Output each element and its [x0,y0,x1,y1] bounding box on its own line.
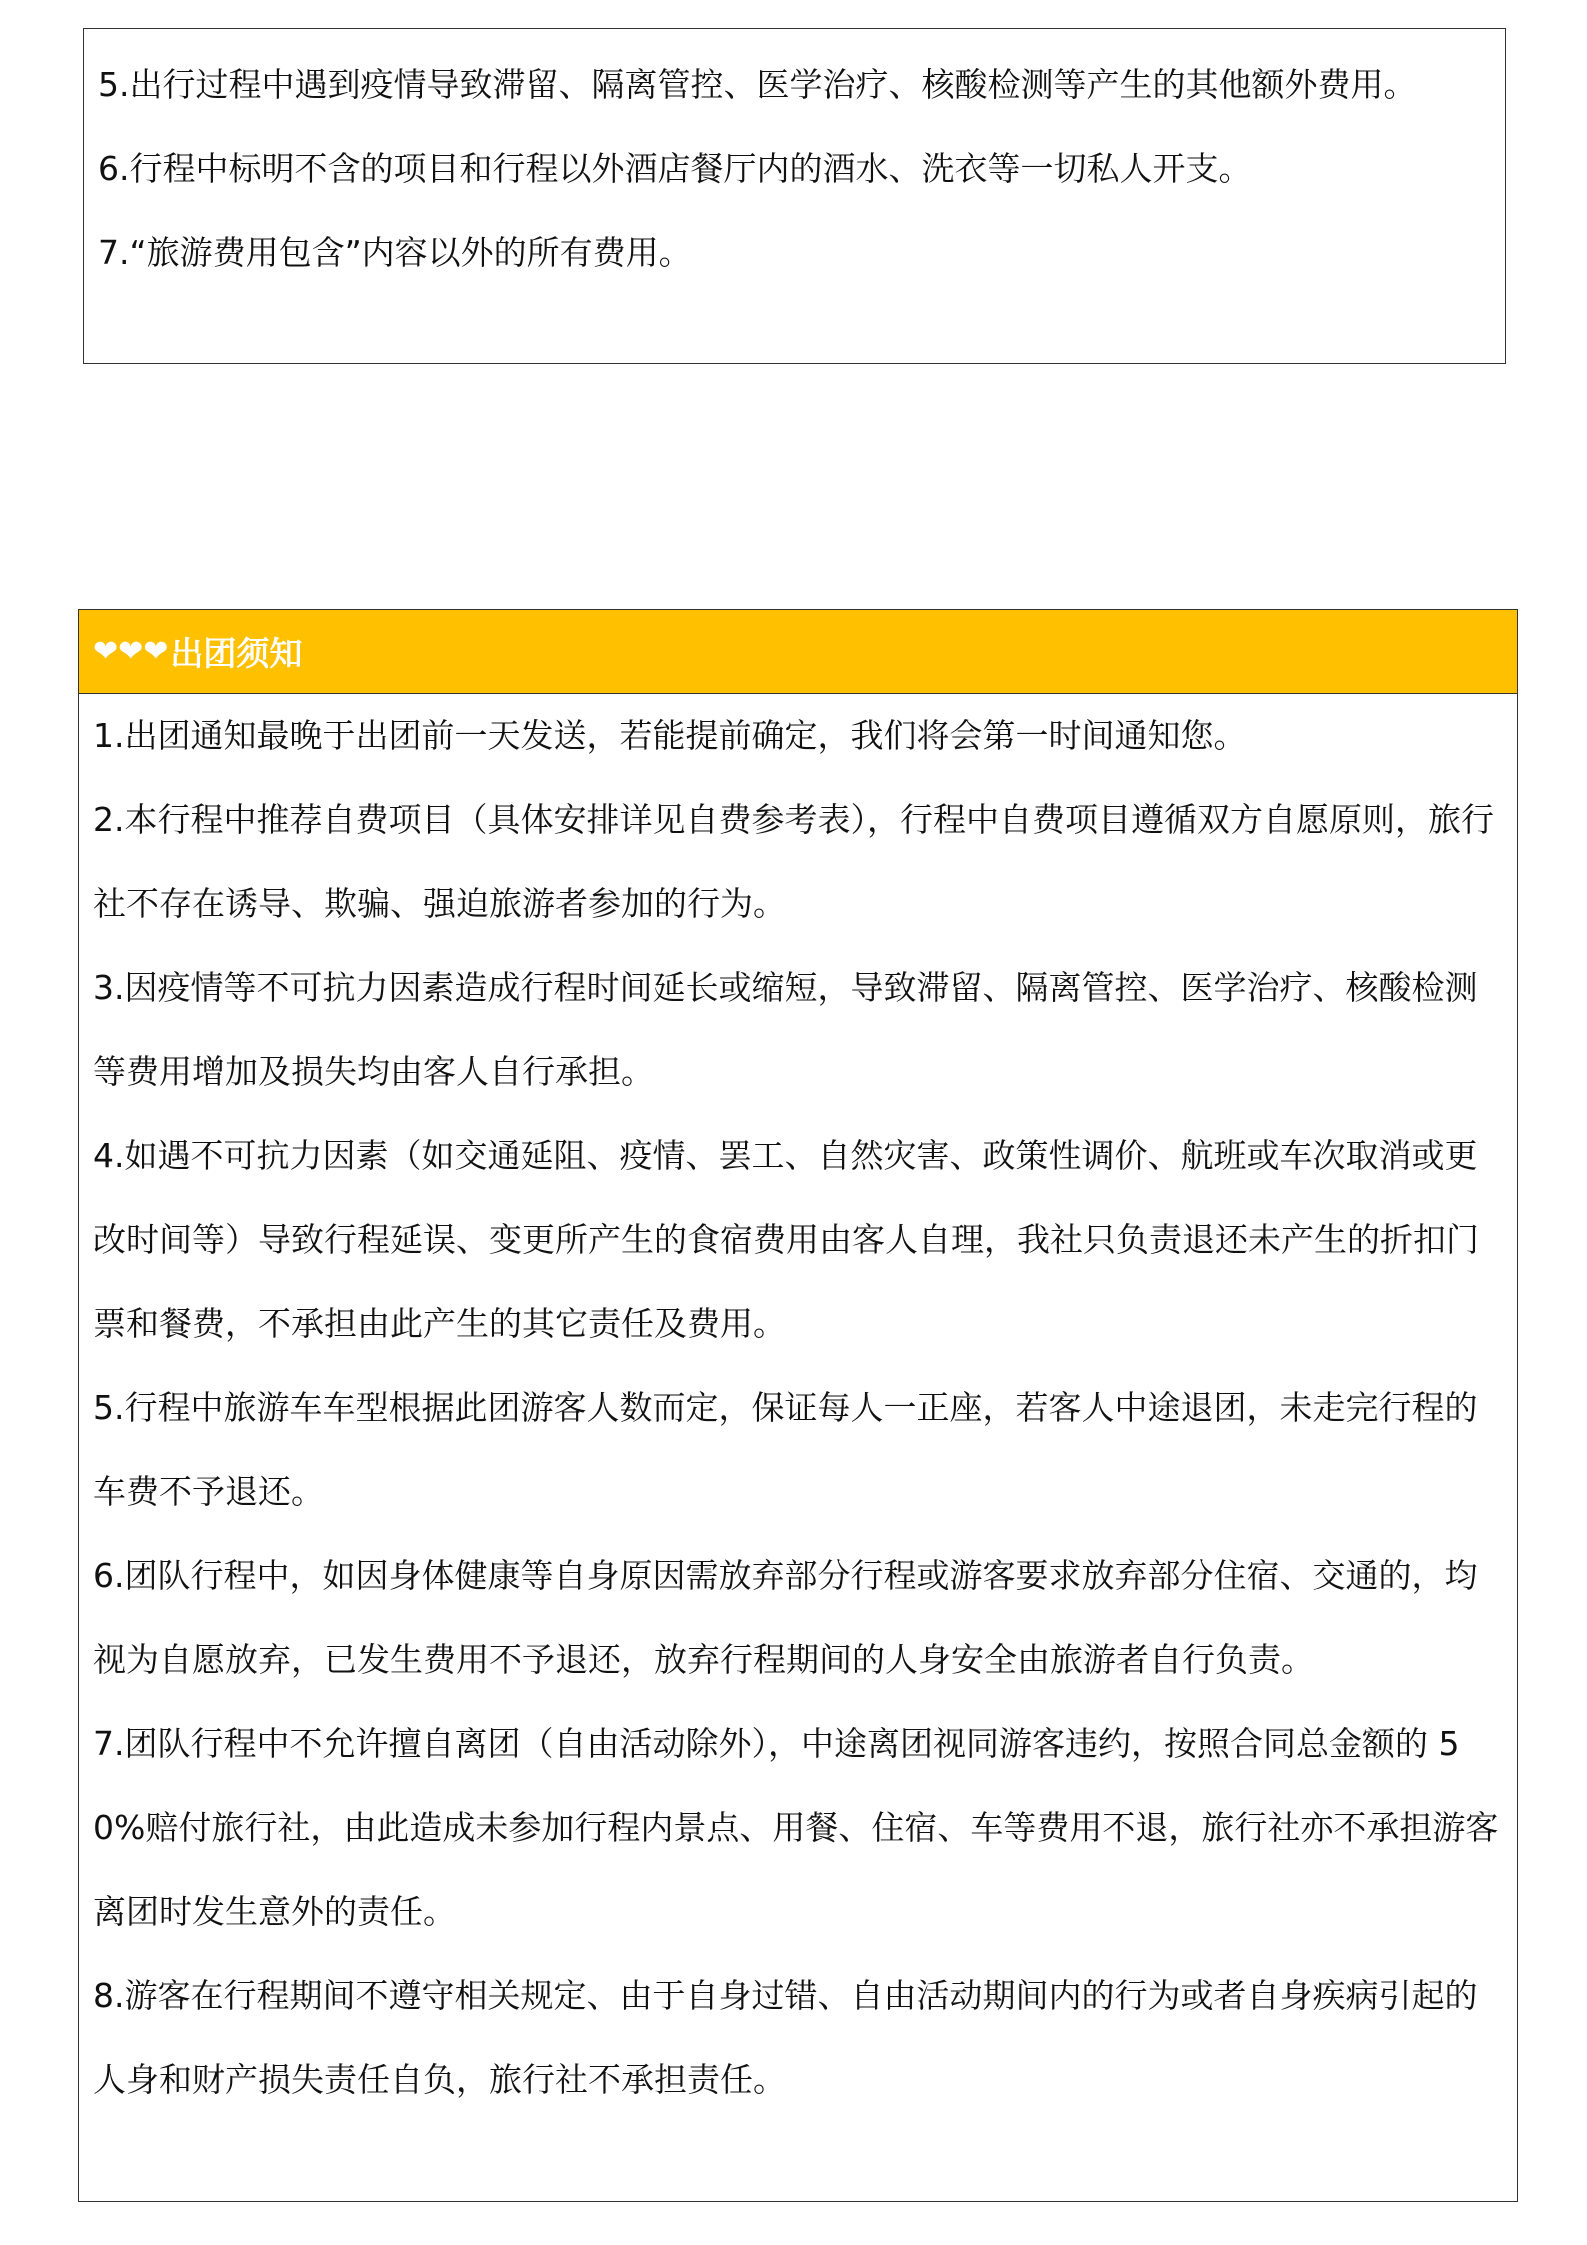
notice-item-3: 3.因疫情等不可抗力因素造成行程时间延长或缩短，导致滞留、隔离管控、医学治疗、核酸检测等费用增加及损失均由客人自行承担。 [93,968,1478,1091]
group-notice-body [79,694,1517,2122]
notice-item-2: 2.本行程中推荐自费项目（具体安排详见自费参考表），行程中自费项目遵循双方自愿原则，旅行社不存在诱导、欺骗、强迫旅游者参加的行为。 [93,800,1494,923]
group-notice-title: 出团须知 [170,634,303,673]
notice-item-7: 7.团队行程中不允许擅自离团（自由活动除外），中途离团视同游客违约，按照合同总金额的 50%赔付旅行社，由此造成未参加行程内景点、用餐、住宿、车等费用不退，旅行社亦不承担游客离团时发生意外的责任。 [93,1724,1499,1931]
excluded-item-6: 6.行程中标明不含的项目和行程以外酒店餐厅内的酒水、洗衣等一切私人开支。 [98,149,1252,188]
notice-item-8: 8.游客在行程期间不遵守相关规定、由于自身过错、自由活动期间内的行为或者自身疾病引起的人身和财产损失责任自负，旅行社不承担责任。 [93,1976,1478,2099]
notice-item-6: 6.团队行程中，如因身体健康等自身原因需放弃部分行程或游客要求放弃部分住宿、交通的，均视为自愿放弃，已发生费用不予退还，放弃行程期间的人身安全由旅游者自行负责。 [93,1556,1478,1679]
notice-item-1: 1.出团通知最晚于出团前一天发送，若能提前确定，我们将会第一时间通知您。 [93,716,1247,755]
excluded-fees-box [83,28,1506,364]
notice-item-4: 4.如遇不可抗力因素（如交通延阻、疫情、罢工、自然灾害、政策性调价、航班或车次取消或更改时间等）导致行程延误、变更所产生的食宿费用由客人自理，我社只负责退还未产生的折扣门票和餐费，不承担由此产生的其它责任及费用。 [93,1136,1479,1343]
hearts-icon: ❤❤❤ [93,634,169,669]
group-notice-header [79,610,1517,694]
excluded-item-7: 7.“旅游费用包含”内容以外的所有费用。 [98,233,692,272]
group-notice-box [78,609,1518,2202]
notice-item-5: 5.行程中旅游车车型根据此团游客人数而定，保证每人一正座，若客人中途退团，未走完行程的车费不予退还。 [93,1388,1478,1511]
excluded-item-5: 5.出行过程中遇到疫情导致滞留、隔离管控、医学治疗、核酸检测等产生的其他额外费用。 [98,65,1417,104]
